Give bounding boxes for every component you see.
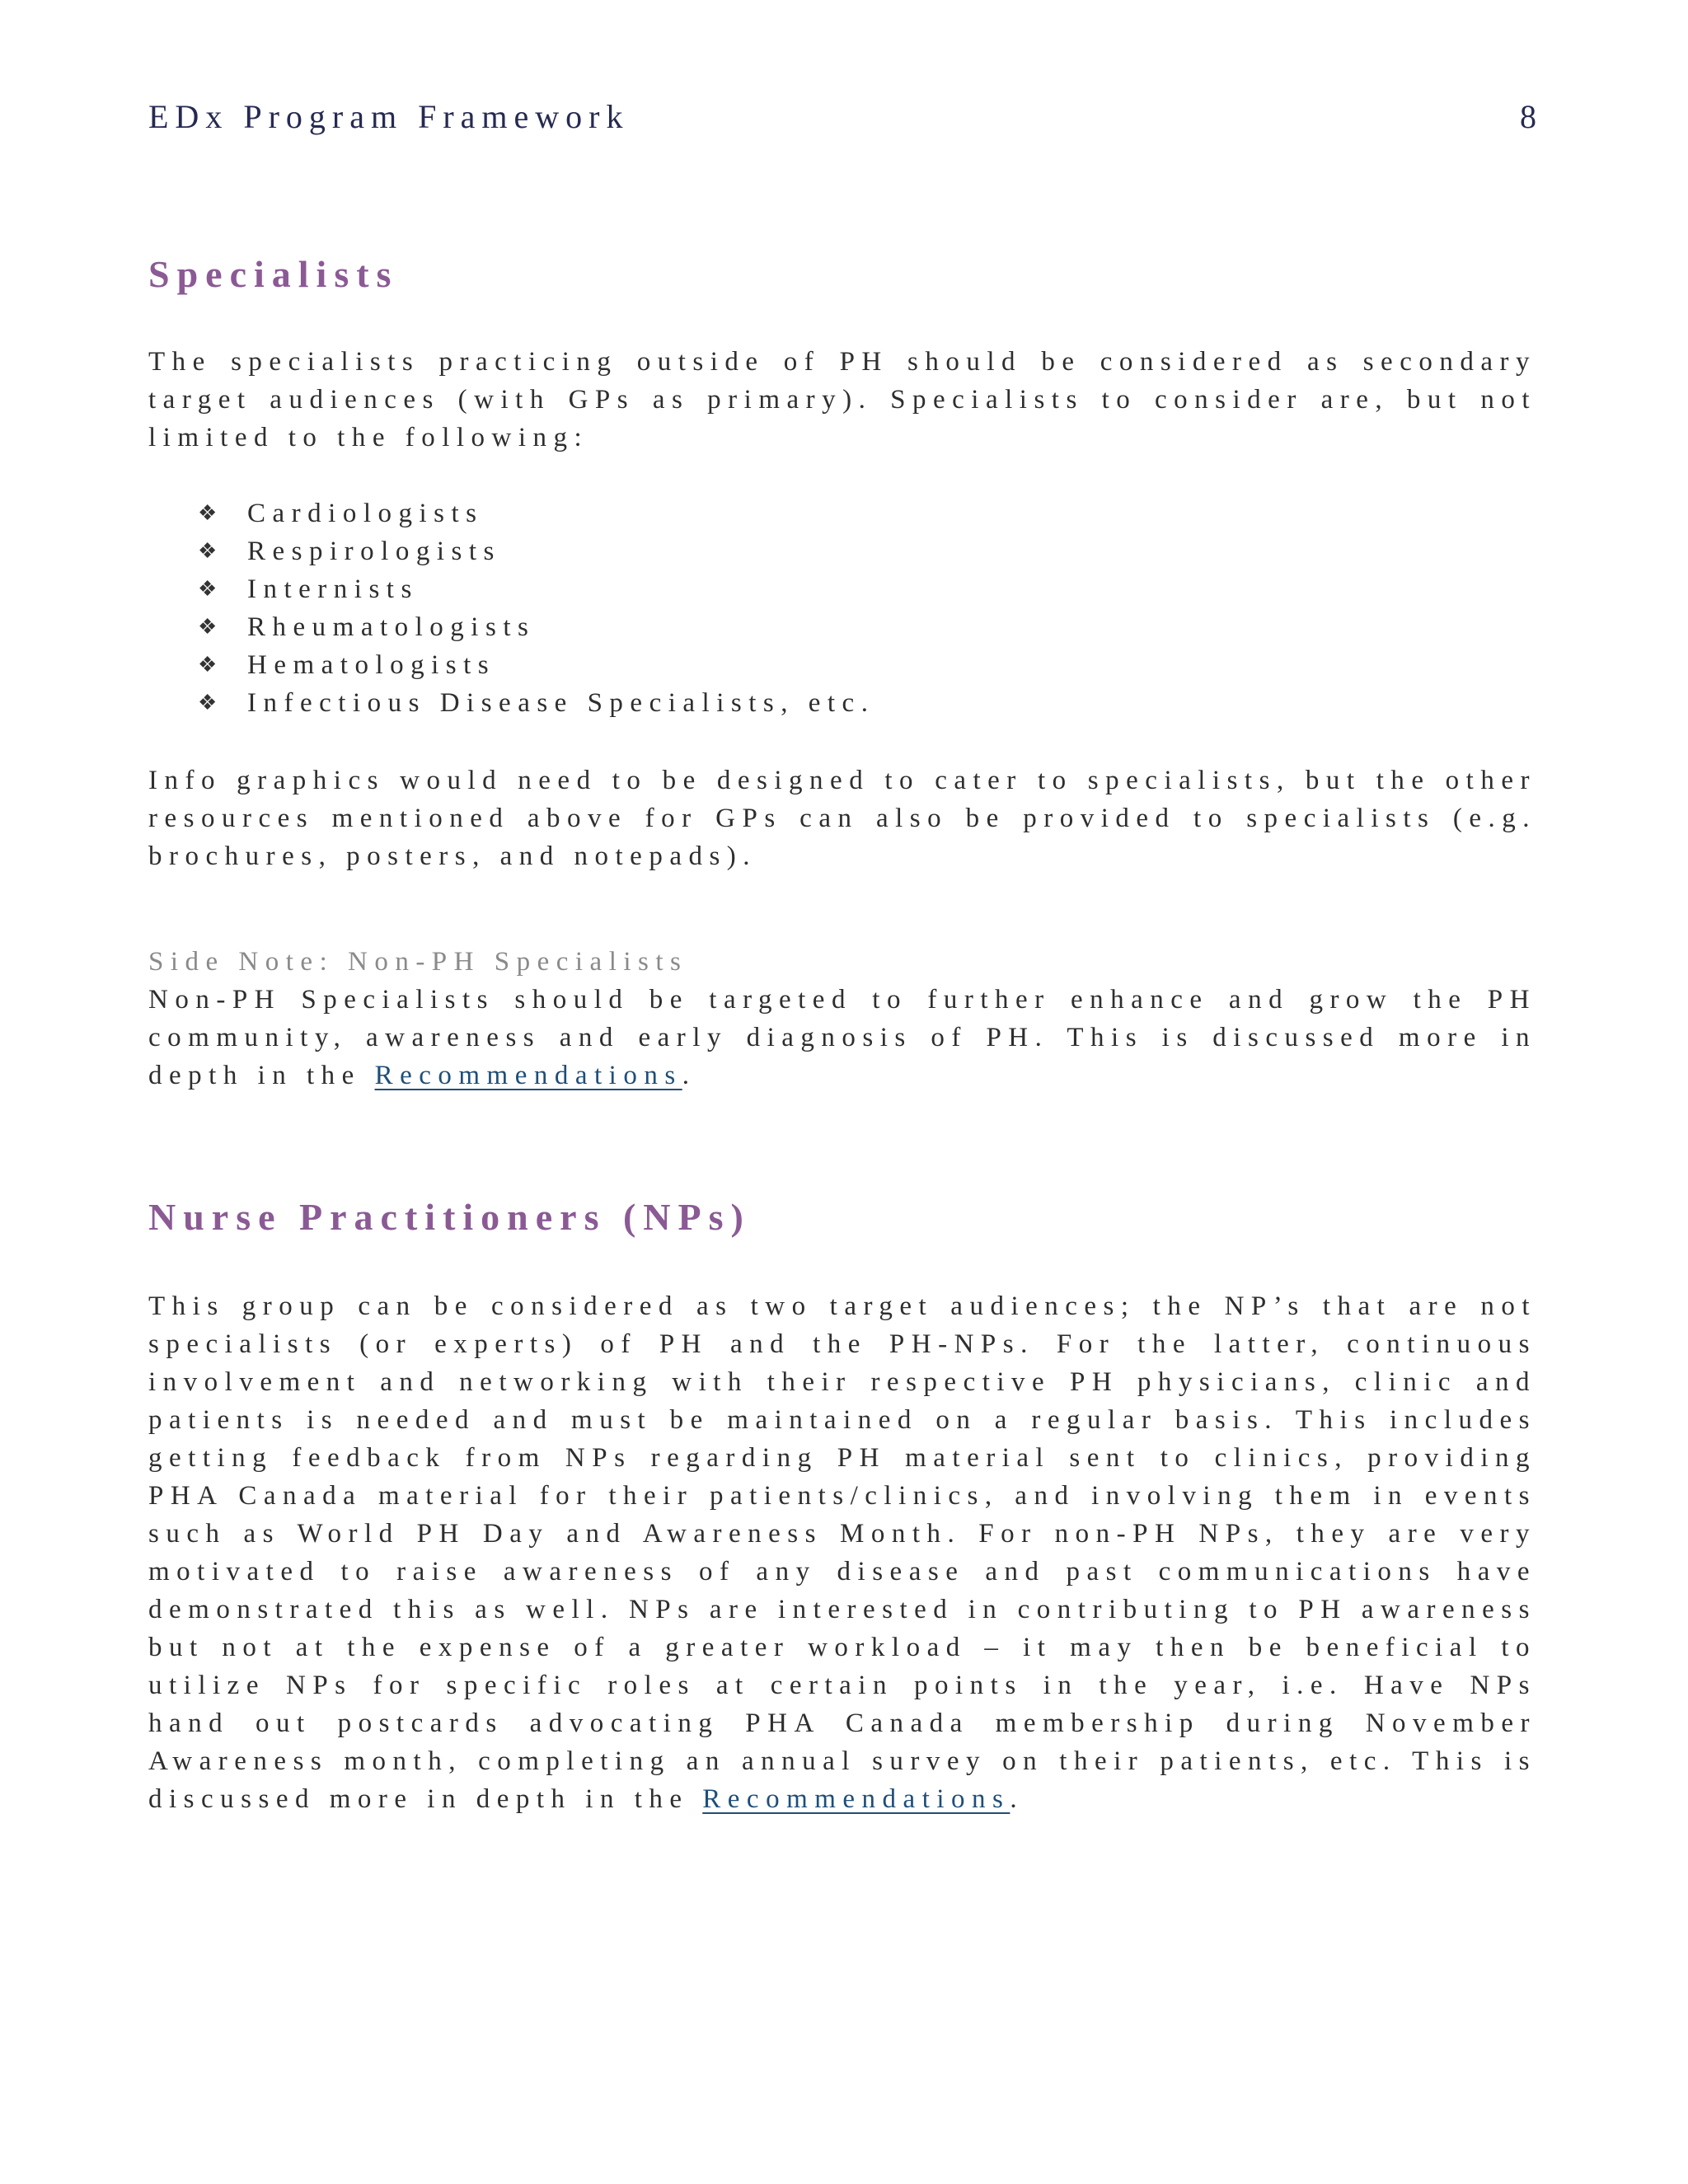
list-item: ❖ Respirologists: [198, 532, 874, 570]
nurse-practitioners-heading: Nurse Practitioners (NPs): [148, 1196, 751, 1238]
recommendations-link[interactable]: Recommendations: [374, 1061, 682, 1090]
page-number: 8: [1520, 98, 1536, 135]
specialists-heading: Specialists: [148, 253, 399, 295]
list-item: ❖ Infectious Disease Specialists, etc.: [198, 684, 874, 722]
info-graphics-paragraph: Info graphics would need to be designed to cater to specialists, but the other resources mentioned above for GPs can also be provided to specialists (e.g. brochures, posters, and notepads).: [148, 766, 1536, 871]
running-header: EDx Program Framework: [148, 98, 630, 135]
side-note-body: Non-PH Specialists should be targeted to further enhance and grow the PH community, awareness and early diagnosis of PH. This is discussed more in depth in the Recommendations.: [148, 985, 1536, 1090]
diamond-bullet-icon: ❖: [198, 653, 218, 677]
nurse-practitioners-body: This group can be considered as two target audiences; the NP’s that are not specialists (or experts) of PH and the PH-NPs. For the latter, continuous involvement and networking with their respective PH physicians, clinic and patients is needed and must be maintained on a regular basis. This includes getting feedback from NPs regarding PH material sent to clinics, providing PHA Canada material for their patients/clinics, and involving them in events such as World PH Day and Awareness Month. For non-PH NPs, they are very motivated to raise awareness of any disease and past communications have demonstrated this as well. NPs are interested in contributing to PH awareness but not at the expense of a greater workload – it may then be beneficial to utilize NPs for specific roles at certain points in the year, i.e. Have NPs hand out postcards advocating PHA Canada membership during November Awareness month, completing an annual survey on their patients, etc. This is discussed more in depth in the Recommendations.: [148, 1291, 1536, 1814]
list-item: ❖ Cardiologists: [198, 494, 874, 532]
diamond-bullet-icon: ❖: [198, 539, 218, 563]
side-note-title: Side Note: Non-PH Specialists: [148, 947, 688, 977]
list-item: ❖ Internists: [198, 570, 874, 608]
diamond-bullet-icon: ❖: [198, 577, 218, 601]
diamond-bullet-icon: ❖: [198, 615, 218, 639]
recommendations-link[interactable]: Recommendations: [702, 1784, 1010, 1814]
list-item: ❖ Rheumatologists: [198, 608, 874, 646]
list-item: ❖ Hematologists: [198, 646, 874, 684]
diamond-bullet-icon: ❖: [198, 501, 218, 525]
diamond-bullet-icon: ❖: [198, 691, 218, 715]
specialists-list: [198, 494, 874, 722]
specialists-intro: The specialists practicing outside of PH should be considered as secondary target audiences (with GPs as primary). Specialists to consider are, but not limited to the following:: [148, 347, 1536, 452]
